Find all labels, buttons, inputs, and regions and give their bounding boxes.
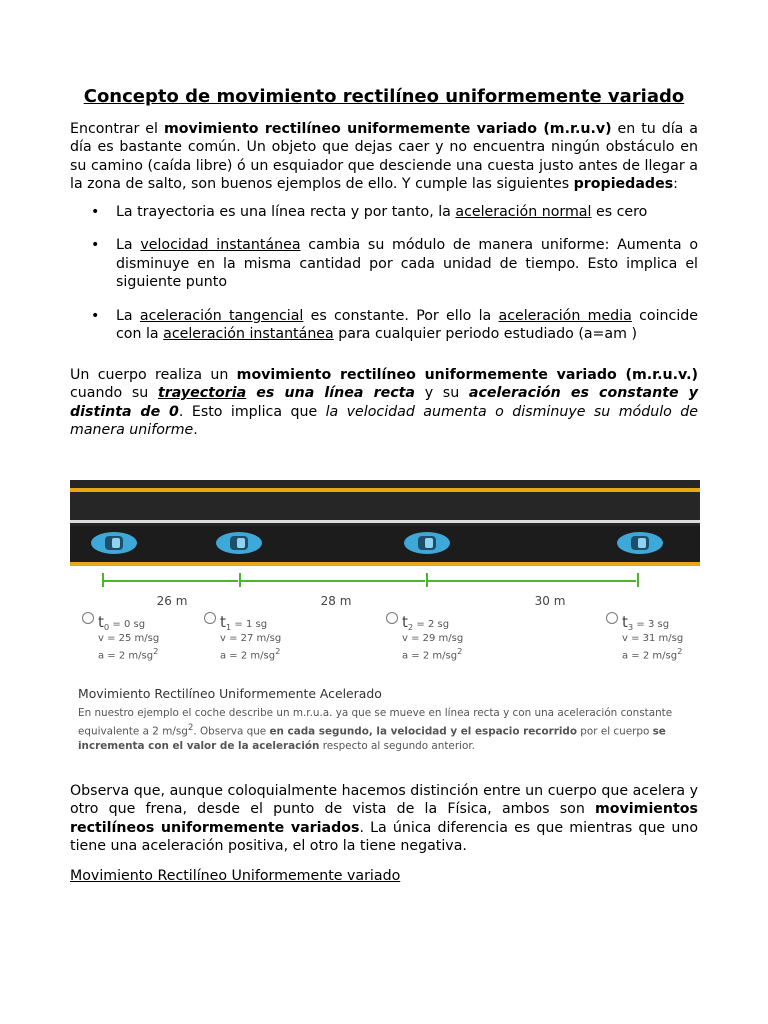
state-block-t0: $t_0 = 0$ sg v = 25 m/sg a = 2 $m/sg^2$ <box>82 612 159 662</box>
conclusion-paragraph: Observa que, aunque coloquialmente hacemos distinción entre un cuerpo que acelera y otro que frena, desde el punto de vista de la Física, ambos son movimientos rectilíneos uniformemente variados. La única diferencia es que mientras que uno tiene una aceleración positiva, el otro la tiene negativa. <box>70 783 699 855</box>
distance-label: 26 m <box>156 594 188 608</box>
list-item: • La aceleración tangencial es constante. Por ello la aceleración media coincide con la aceleración instantánea para cualquier periodo estudiado (a=am ) <box>70 307 698 344</box>
dimension-line <box>241 580 425 582</box>
list-item: • La trayectoria es una línea recta y por tanto, la aceleración normal es cero <box>70 203 698 221</box>
link-velocidad-instantanea[interactable]: velocidad instantánea <box>140 237 301 254</box>
state-block-t3: $t_3 = 3$ sg v = 31 m/sg a = 2 $m/sg^2$ <box>606 612 683 662</box>
properties-list <box>70 203 698 343</box>
mrua-figure <box>70 480 700 762</box>
definition-paragraph: Un cuerpo realiza un movimiento rectilíneo uniformemente variado (m.r.u.v.) cuando su trayectoria es una línea recta y su aceleración es constante y distinta de 0. Esto implica que la velocidad aumenta o disminuye su módulo de manera uniforme. <box>70 367 698 439</box>
distance-label: 28 m <box>320 594 352 608</box>
list-item: • La velocidad instantánea cambia su módulo de manera uniforme: Aumenta o disminuye en la misma cantidad por cada unidad de tiempo. Esto implica el siguiente punto <box>70 236 698 291</box>
link-trayectoria[interactable]: trayectoria <box>157 385 247 402</box>
distance-label: 30 m <box>534 594 566 608</box>
link-aceleracion-instantanea[interactable]: aceleración instantánea <box>163 326 334 343</box>
car-icon <box>215 530 263 556</box>
figure-caption: En nuestro ejemplo el coche describe un m.r.u.a. ya que se mueve en línea recta y con una aceleración constante equivalente a 2 $m/sg^2$. Observa que en cada segundo, la velocidad y el espacio recorrido por el cuerpo se incrementa con el valor de la aceleración respecto al segundo anterior. <box>78 707 673 752</box>
road-edge-line <box>70 562 700 566</box>
clock-icon <box>82 612 94 624</box>
state-block-t2: $t_2 = 2$ sg v = 29 m/sg a = 2 $m/sg^2$ <box>386 612 463 662</box>
road-illustration <box>70 480 700 566</box>
clock-icon <box>204 612 216 624</box>
road-edge-line <box>70 488 700 492</box>
footer-link[interactable]: Movimiento Rectilíneo Uniformemente variado <box>70 868 401 884</box>
clock-icon <box>386 612 398 624</box>
dimension-line <box>428 580 636 582</box>
road-lane <box>70 526 700 562</box>
car-icon <box>403 530 451 556</box>
figure-title: Movimiento Rectilíneo Uniformemente Acelerado <box>78 686 382 701</box>
dimension-line <box>104 580 238 582</box>
link-aceleracion-tangencial[interactable]: aceleración tangencial <box>139 307 304 324</box>
road-lane-line <box>70 520 700 523</box>
car-icon <box>90 530 138 556</box>
car-icon <box>616 530 664 556</box>
state-block-t1: $t_1 = 1$ sg v = 27 m/sg a = 2 $m/sg^2$ <box>204 612 281 662</box>
clock-icon <box>606 612 618 624</box>
link-aceleracion-normal[interactable]: aceleración normal <box>455 204 592 220</box>
page-title: Concepto de movimiento rectilíneo uniformemente variado <box>83 86 685 107</box>
link-aceleracion-media[interactable]: aceleración media <box>498 307 632 324</box>
dimension-tick <box>637 573 639 587</box>
intro-paragraph: Encontrar el movimiento rectilíneo uniformemente variado (m.r.u.v) en tu día a día es bastante común. Un objeto que dejas caer y no encuentra ningún obstáculo en su camino (caída libre) ó un esquiador que desciende una cuesta justo antes de llegar a la zona de salto, son buenos ejemplos de ello. Y cumple las siguientes propiedades: <box>70 121 698 193</box>
